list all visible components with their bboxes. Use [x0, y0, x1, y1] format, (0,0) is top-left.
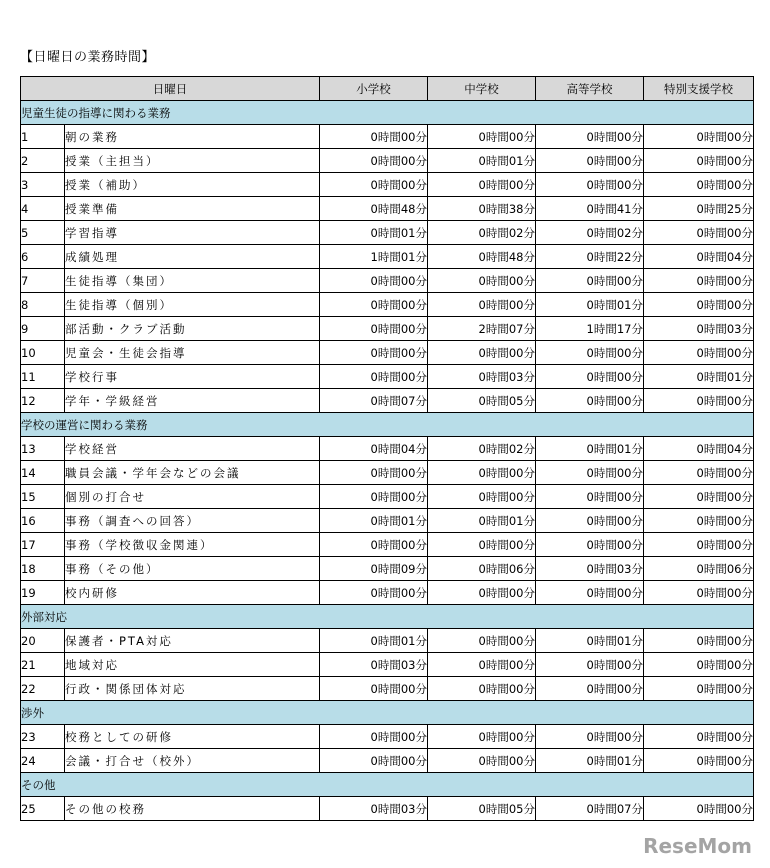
value-high-school: 0時間00分 — [536, 149, 644, 173]
section-title: 児童生徒の指導に関わる業務 — [21, 101, 754, 125]
task-label: 保護者・PTA対応 — [65, 629, 320, 653]
value-high-school: 0時間01分 — [536, 749, 644, 773]
value-elementary: 0時間00分 — [320, 173, 428, 197]
value-elementary: 0時間00分 — [320, 269, 428, 293]
value-special-support: 0時間00分 — [644, 653, 754, 677]
row-number: 21 — [21, 653, 65, 677]
value-junior-high: 0時間00分 — [428, 293, 536, 317]
table-row — [21, 485, 754, 509]
table-row — [21, 629, 754, 653]
row-number: 12 — [21, 389, 65, 413]
table-header-row — [21, 77, 754, 101]
section-title: 外部対応 — [21, 605, 754, 629]
value-junior-high: 0時間01分 — [428, 149, 536, 173]
row-number: 13 — [21, 437, 65, 461]
table-row — [21, 389, 754, 413]
table-row — [21, 197, 754, 221]
value-elementary: 0時間04分 — [320, 437, 428, 461]
value-special-support: 0時間04分 — [644, 437, 754, 461]
value-special-support: 0時間00分 — [644, 293, 754, 317]
section-row — [21, 101, 754, 125]
value-elementary: 0時間01分 — [320, 221, 428, 245]
value-junior-high: 0時間00分 — [428, 749, 536, 773]
value-elementary: 0時間00分 — [320, 125, 428, 149]
row-number: 16 — [21, 509, 65, 533]
value-high-school: 0時間00分 — [536, 581, 644, 605]
table-row — [21, 149, 754, 173]
value-elementary: 0時間00分 — [320, 533, 428, 557]
task-label: 事務（その他） — [65, 557, 320, 581]
task-label: 学校経営 — [65, 437, 320, 461]
task-label: 生徒指導（集団） — [65, 269, 320, 293]
value-high-school: 0時間02分 — [536, 221, 644, 245]
row-number: 8 — [21, 293, 65, 317]
value-high-school: 0時間07分 — [536, 797, 644, 821]
value-high-school: 0時間00分 — [536, 389, 644, 413]
value-high-school: 1時間17分 — [536, 317, 644, 341]
value-special-support: 0時間00分 — [644, 725, 754, 749]
value-elementary: 0時間00分 — [320, 293, 428, 317]
value-special-support: 0時間00分 — [644, 485, 754, 509]
value-high-school: 0時間00分 — [536, 653, 644, 677]
row-number: 19 — [21, 581, 65, 605]
value-elementary: 0時間00分 — [320, 149, 428, 173]
task-label: 朝の業務 — [65, 125, 320, 149]
value-high-school: 0時間00分 — [536, 509, 644, 533]
task-label: 学習指導 — [65, 221, 320, 245]
value-junior-high: 0時間00分 — [428, 677, 536, 701]
value-high-school: 0時間01分 — [536, 293, 644, 317]
work-hours-table — [20, 76, 754, 821]
value-high-school: 0時間00分 — [536, 461, 644, 485]
value-special-support: 0時間00分 — [644, 125, 754, 149]
value-special-support: 0時間00分 — [644, 509, 754, 533]
value-high-school: 0時間41分 — [536, 197, 644, 221]
task-label: 授業（補助） — [65, 173, 320, 197]
value-elementary: 0時間00分 — [320, 365, 428, 389]
task-label: その他の校務 — [65, 797, 320, 821]
row-number: 3 — [21, 173, 65, 197]
task-label: 児童会・生徒会指導 — [65, 341, 320, 365]
row-number: 15 — [21, 485, 65, 509]
value-special-support: 0時間00分 — [644, 749, 754, 773]
row-number: 24 — [21, 749, 65, 773]
table-row — [21, 749, 754, 773]
section-title: 学校の運営に関わる業務 — [21, 413, 754, 437]
task-label: 部活動・クラブ活動 — [65, 317, 320, 341]
value-junior-high: 0時間00分 — [428, 581, 536, 605]
value-junior-high: 0時間00分 — [428, 269, 536, 293]
task-label: 学年・学級経営 — [65, 389, 320, 413]
value-high-school: 0時間00分 — [536, 365, 644, 389]
value-elementary: 0時間07分 — [320, 389, 428, 413]
section-row — [21, 701, 754, 725]
value-elementary: 0時間03分 — [320, 797, 428, 821]
value-high-school: 0時間00分 — [536, 677, 644, 701]
task-label: 生徒指導（個別） — [65, 293, 320, 317]
value-high-school: 0時間00分 — [536, 341, 644, 365]
row-number: 6 — [21, 245, 65, 269]
value-special-support: 0時間04分 — [644, 245, 754, 269]
value-high-school: 0時間00分 — [536, 125, 644, 149]
value-junior-high: 0時間00分 — [428, 629, 536, 653]
value-high-school: 0時間00分 — [536, 173, 644, 197]
header-junior-high: 中学校 — [428, 77, 536, 101]
value-special-support: 0時間00分 — [644, 149, 754, 173]
task-label: 事務（調査への回答） — [65, 509, 320, 533]
page-title: 【日曜日の業務時間】 — [20, 50, 156, 65]
row-number: 14 — [21, 461, 65, 485]
table-row — [21, 461, 754, 485]
row-number: 1 — [21, 125, 65, 149]
value-high-school: 0時間00分 — [536, 269, 644, 293]
value-junior-high: 0時間02分 — [428, 221, 536, 245]
section-row — [21, 413, 754, 437]
value-high-school: 0時間00分 — [536, 533, 644, 557]
value-special-support: 0時間06分 — [644, 557, 754, 581]
value-junior-high: 0時間05分 — [428, 389, 536, 413]
task-label: 授業（主担当） — [65, 149, 320, 173]
value-elementary: 0時間00分 — [320, 317, 428, 341]
table-row — [21, 437, 754, 461]
table-row — [21, 365, 754, 389]
value-junior-high: 0時間38分 — [428, 197, 536, 221]
section-row — [21, 773, 754, 797]
value-high-school: 0時間01分 — [536, 437, 644, 461]
row-number: 18 — [21, 557, 65, 581]
value-special-support: 0時間00分 — [644, 173, 754, 197]
row-number: 20 — [21, 629, 65, 653]
value-elementary: 0時間00分 — [320, 341, 428, 365]
section-title: 渉外 — [21, 701, 754, 725]
task-label: 会議・打合せ（校外） — [65, 749, 320, 773]
task-label: 事務（学校徴収金関連） — [65, 533, 320, 557]
table-row — [21, 557, 754, 581]
row-number: 2 — [21, 149, 65, 173]
value-special-support: 0時間00分 — [644, 797, 754, 821]
value-special-support: 0時間25分 — [644, 197, 754, 221]
value-junior-high: 0時間00分 — [428, 461, 536, 485]
table-row — [21, 173, 754, 197]
table-row — [21, 509, 754, 533]
value-special-support: 0時間00分 — [644, 221, 754, 245]
value-elementary: 0時間48分 — [320, 197, 428, 221]
value-elementary: 0時間01分 — [320, 629, 428, 653]
value-special-support: 0時間00分 — [644, 341, 754, 365]
task-label: 授業準備 — [65, 197, 320, 221]
value-junior-high: 0時間01分 — [428, 509, 536, 533]
value-elementary: 0時間03分 — [320, 653, 428, 677]
value-elementary: 0時間00分 — [320, 461, 428, 485]
table-row — [21, 653, 754, 677]
task-label: 学校行事 — [65, 365, 320, 389]
value-junior-high: 0時間06分 — [428, 557, 536, 581]
header-elementary: 小学校 — [320, 77, 428, 101]
value-junior-high: 0時間03分 — [428, 365, 536, 389]
value-elementary: 0時間00分 — [320, 749, 428, 773]
value-junior-high: 0時間00分 — [428, 125, 536, 149]
value-junior-high: 0時間00分 — [428, 725, 536, 749]
value-high-school: 0時間03分 — [536, 557, 644, 581]
value-high-school: 0時間00分 — [536, 485, 644, 509]
table-row — [21, 797, 754, 821]
section-row — [21, 605, 754, 629]
table-row — [21, 317, 754, 341]
value-high-school: 0時間00分 — [536, 725, 644, 749]
row-number: 22 — [21, 677, 65, 701]
section-title: その他 — [21, 773, 754, 797]
task-label: 地域対応 — [65, 653, 320, 677]
value-junior-high: 2時間07分 — [428, 317, 536, 341]
row-number: 25 — [21, 797, 65, 821]
value-high-school: 0時間22分 — [536, 245, 644, 269]
value-junior-high: 0時間00分 — [428, 533, 536, 557]
table-row — [21, 725, 754, 749]
value-junior-high: 0時間00分 — [428, 485, 536, 509]
value-elementary: 0時間00分 — [320, 485, 428, 509]
task-label: 成績処理 — [65, 245, 320, 269]
value-junior-high: 0時間05分 — [428, 797, 536, 821]
row-number: 10 — [21, 341, 65, 365]
value-special-support: 0時間00分 — [644, 533, 754, 557]
value-special-support: 0時間00分 — [644, 269, 754, 293]
value-junior-high: 0時間00分 — [428, 173, 536, 197]
value-special-support: 0時間01分 — [644, 365, 754, 389]
value-special-support: 0時間00分 — [644, 389, 754, 413]
value-special-support: 0時間00分 — [644, 461, 754, 485]
task-label: 職員会議・学年会などの会議 — [65, 461, 320, 485]
table-row — [21, 269, 754, 293]
table-row — [21, 293, 754, 317]
table-row — [21, 677, 754, 701]
value-special-support: 0時間00分 — [644, 677, 754, 701]
row-number: 7 — [21, 269, 65, 293]
table-row — [21, 533, 754, 557]
value-elementary: 0時間00分 — [320, 581, 428, 605]
watermark-logo: ReseMom — [643, 834, 752, 858]
row-number: 11 — [21, 365, 65, 389]
table-row — [21, 341, 754, 365]
table-row — [21, 221, 754, 245]
value-junior-high: 0時間00分 — [428, 653, 536, 677]
row-number: 4 — [21, 197, 65, 221]
value-special-support: 0時間03分 — [644, 317, 754, 341]
header-label: 日曜日 — [21, 77, 320, 101]
header-high-school: 高等学校 — [536, 77, 644, 101]
value-special-support: 0時間00分 — [644, 629, 754, 653]
value-junior-high: 0時間48分 — [428, 245, 536, 269]
table-row — [21, 125, 754, 149]
value-junior-high: 0時間00分 — [428, 341, 536, 365]
task-label: 行政・関係団体対応 — [65, 677, 320, 701]
row-number: 17 — [21, 533, 65, 557]
row-number: 5 — [21, 221, 65, 245]
row-number: 23 — [21, 725, 65, 749]
task-label: 校務としての研修 — [65, 725, 320, 749]
task-label: 個別の打合せ — [65, 485, 320, 509]
value-elementary: 0時間00分 — [320, 677, 428, 701]
task-label: 校内研修 — [65, 581, 320, 605]
value-high-school: 0時間01分 — [536, 629, 644, 653]
value-elementary: 0時間00分 — [320, 725, 428, 749]
value-junior-high: 0時間02分 — [428, 437, 536, 461]
row-number: 9 — [21, 317, 65, 341]
table-row — [21, 581, 754, 605]
value-elementary: 0時間01分 — [320, 509, 428, 533]
value-special-support: 0時間00分 — [644, 581, 754, 605]
table-row — [21, 245, 754, 269]
value-elementary: 0時間09分 — [320, 557, 428, 581]
header-special-support: 特別支援学校 — [644, 77, 754, 101]
value-elementary: 1時間01分 — [320, 245, 428, 269]
